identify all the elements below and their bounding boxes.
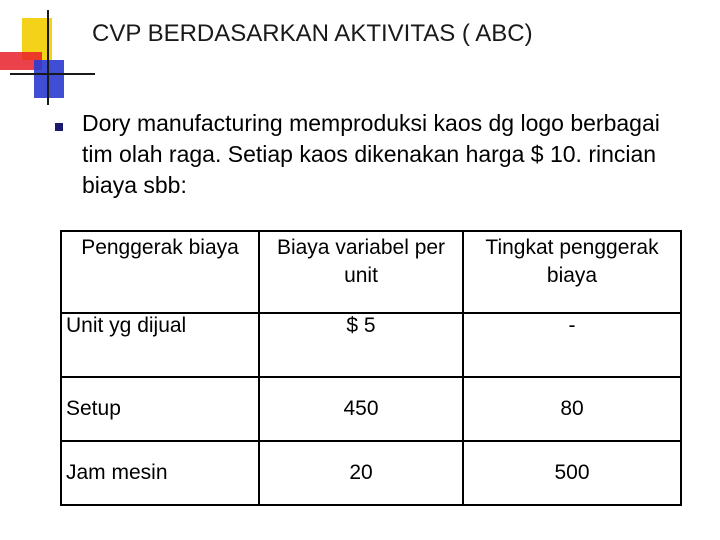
corner-decoration-icon <box>0 0 100 110</box>
cell-driver: Jam mesin <box>61 441 259 505</box>
cell-activity-level: 80 <box>463 377 681 441</box>
cell-variable-cost: 450 <box>259 377 463 441</box>
table-row <box>61 313 681 377</box>
cell-variable-cost: $ 5 <box>259 313 463 377</box>
table-row <box>61 377 681 441</box>
header-cost-driver: Penggerak biaya <box>61 231 259 313</box>
cost-driver-table <box>60 230 682 506</box>
bullet-square-icon <box>55 123 63 131</box>
cell-activity-level: - <box>463 313 681 377</box>
slide-title: CVP BERDASARKAN AKTIVITAS ( ABC) <box>92 20 533 47</box>
cell-activity-level: 500 <box>463 441 681 505</box>
header-activity-level: Tingkat penggerak biaya <box>463 231 681 313</box>
table-header-row <box>61 231 681 313</box>
table-row <box>61 441 681 505</box>
bullet-text: Dory manufacturing memproduksi kaos dg logo berbagai tim olah raga. Setiap kaos dikenakan harga $ 10. rincian biaya sbb: <box>82 110 660 198</box>
cell-variable-cost: 20 <box>259 441 463 505</box>
header-variable-cost: Biaya variabel per unit <box>259 231 463 313</box>
cell-driver: Unit yg dijual <box>61 313 259 377</box>
cell-driver: Setup <box>61 377 259 441</box>
